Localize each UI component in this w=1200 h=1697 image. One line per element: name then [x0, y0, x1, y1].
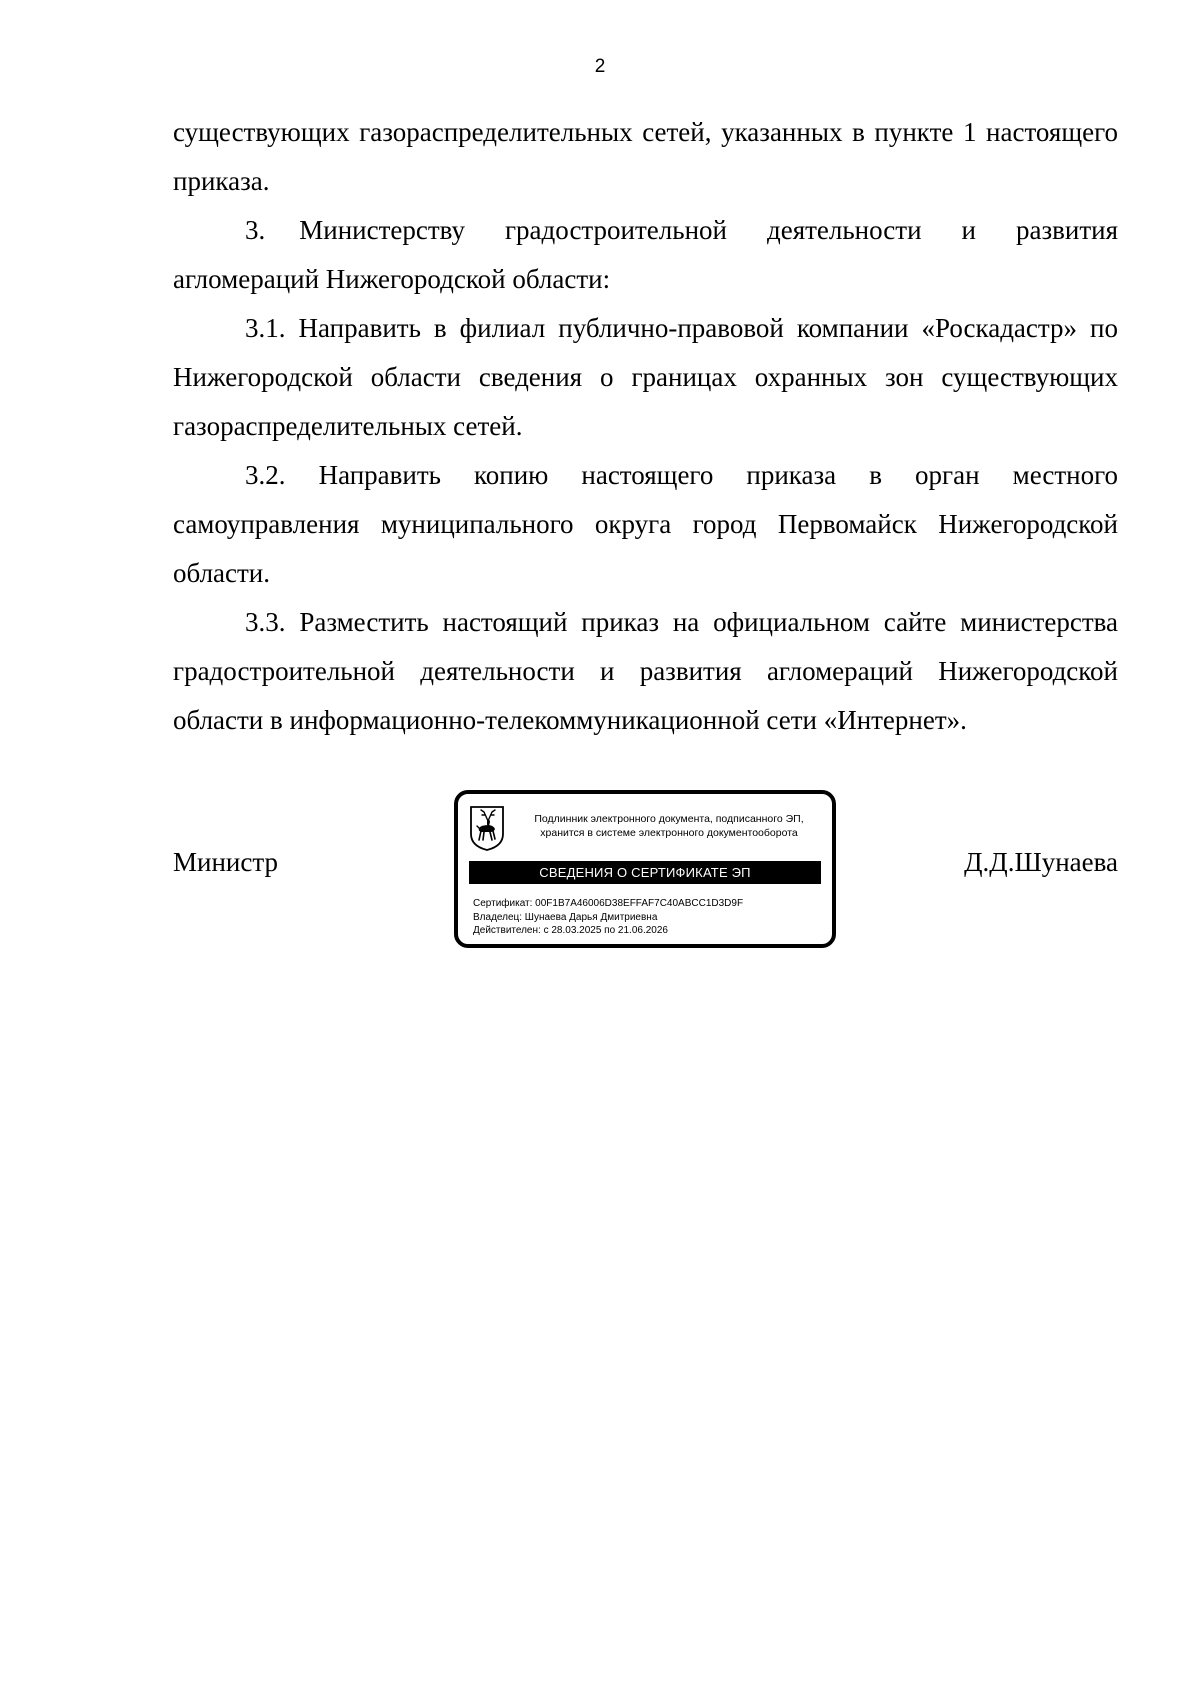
stamp-header-line-2: хранится в системе электронного документооборота [540, 827, 798, 839]
certificate-serial: Сертификат: 00F1B7A46006D38EFFAF7C40ABCC1D3D9F [473, 898, 744, 909]
electronic-signature-stamp [454, 790, 836, 948]
stamp-header-line-1: Подлинник электронного документа, подписанного ЭП, [534, 813, 804, 825]
signatory-title: Министр [173, 847, 278, 877]
item-3-number: 3. [245, 215, 266, 245]
paragraph-item-3 [173, 206, 1118, 304]
signature-block [173, 790, 1118, 950]
paragraph-item-3-1: 3.1. Направить в филиал публично-правовой компании «Роскадастр» по Нижегородской области сведения о границах охранных зон существующих газораспределительных сетей. [173, 313, 1118, 441]
stamp-header [514, 812, 824, 840]
certificate-details [473, 897, 743, 938]
item-3-text: Министерству градостроительной деятельности и развития агломераций Нижегородской области: [173, 215, 1118, 294]
paragraph-item-3-2: 3.2. Направить копию настоящего приказа в орган местного самоуправления муниципального округа город Первомайск Нижегородской области. [173, 460, 1118, 588]
certificate-owner: Владелец: Шунаева Дарья Дмитриевна [473, 911, 658, 923]
signatory-name: Д.Д.Шунаева [964, 847, 1118, 877]
certificate-validity: Действителен: с 28.03.2025 по 21.06.2026 [473, 925, 668, 936]
page-number: 2 [594, 56, 606, 77]
coat-of-arms-deer-icon [468, 804, 506, 852]
paragraph-continuation: существующих газораспределительных сетей, указанных в пункте 1 настоящего приказа. [173, 117, 1118, 196]
document-body [173, 108, 1118, 745]
certificate-banner: СВЕДЕНИЯ О СЕРТИФИКАТЕ ЭП [469, 861, 821, 884]
paragraph-item-3-3: 3.3. Разместить настоящий приказ на официальном сайте министерства градостроительной деятельности и развития агломераций Нижегородской области в информационно-телекоммуникационной сети «Интернет». [173, 607, 1118, 735]
